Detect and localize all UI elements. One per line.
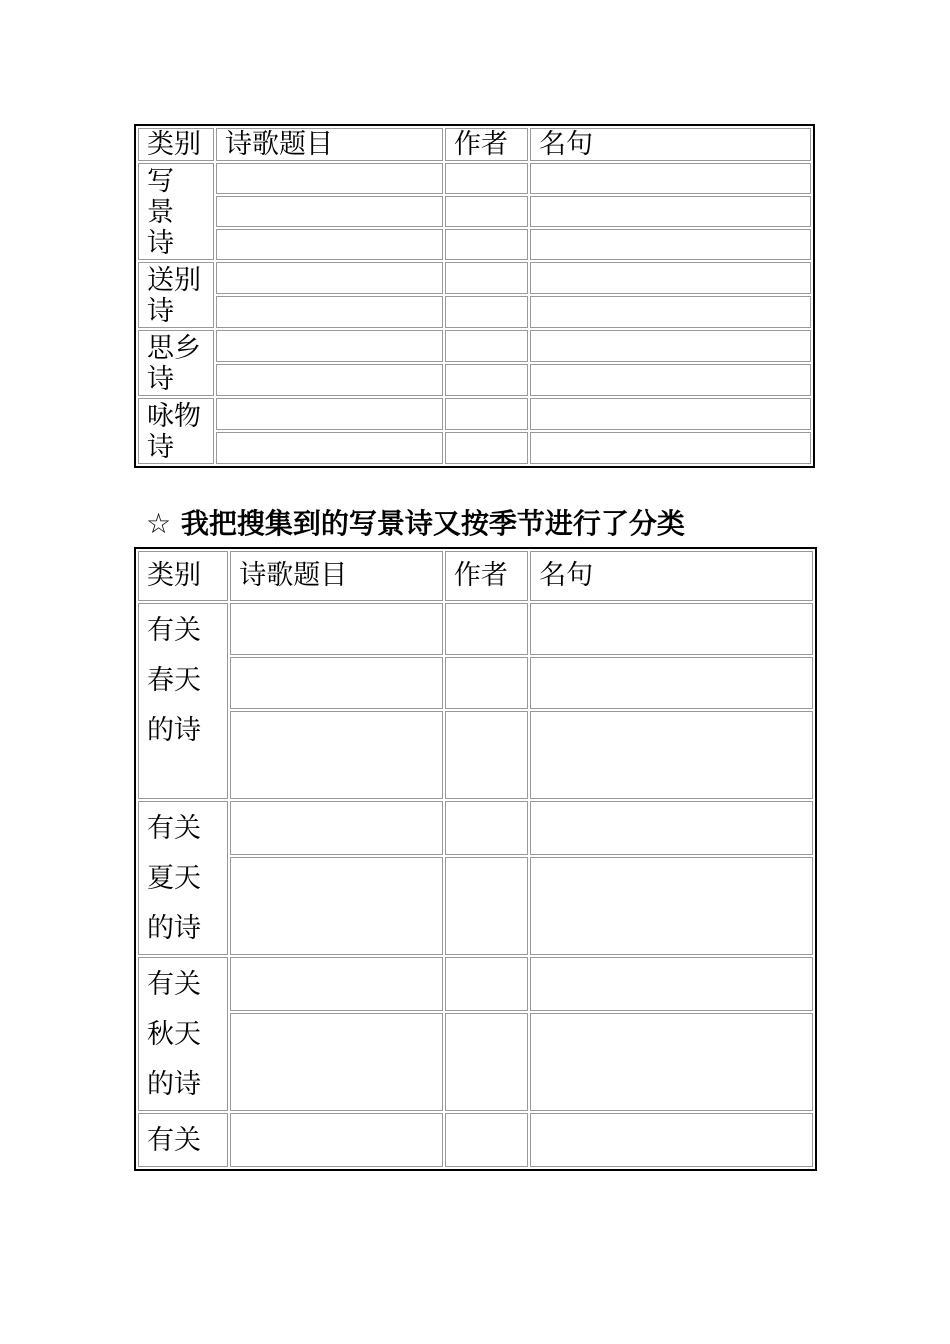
header-famous-line: 名句 bbox=[530, 128, 811, 161]
table-row bbox=[138, 196, 811, 227]
table-row bbox=[138, 1113, 813, 1167]
famous-line-cell[interactable] bbox=[530, 657, 813, 709]
table-row bbox=[138, 801, 813, 855]
famous-line-cell[interactable] bbox=[530, 163, 811, 194]
poem-category-table bbox=[134, 124, 815, 468]
famous-line-cell[interactable] bbox=[530, 801, 813, 855]
table-row bbox=[138, 957, 813, 1011]
header-author: 作者 bbox=[445, 551, 528, 601]
author-cell[interactable] bbox=[445, 857, 528, 955]
author-cell[interactable] bbox=[445, 657, 528, 709]
category-cell: 思乡诗 bbox=[138, 330, 214, 396]
author-cell[interactable] bbox=[445, 262, 528, 294]
famous-line-cell[interactable] bbox=[530, 296, 811, 328]
famous-line-cell[interactable] bbox=[530, 857, 813, 955]
author-cell[interactable] bbox=[445, 163, 528, 194]
table-row bbox=[138, 857, 813, 955]
famous-line-cell[interactable] bbox=[530, 364, 811, 396]
famous-line-cell[interactable] bbox=[530, 196, 811, 227]
famous-line-cell[interactable] bbox=[530, 432, 811, 464]
poem-title-cell[interactable] bbox=[216, 296, 443, 328]
category-cell: 咏物诗 bbox=[138, 398, 214, 464]
author-cell[interactable] bbox=[445, 398, 528, 430]
famous-line-cell[interactable] bbox=[530, 603, 813, 655]
category-cell: 有关夏天的诗 bbox=[138, 801, 228, 955]
category-cell: 有关秋天的诗 bbox=[138, 957, 228, 1111]
table-row bbox=[138, 330, 811, 362]
table-row bbox=[138, 364, 811, 396]
table-row bbox=[138, 1013, 813, 1111]
table-row bbox=[138, 711, 813, 799]
author-cell[interactable] bbox=[445, 364, 528, 396]
category-cell: 有关 bbox=[138, 1113, 228, 1167]
table-row bbox=[138, 262, 811, 294]
header-poem-title: 诗歌题目 bbox=[216, 128, 443, 161]
seasonal-poem-table bbox=[134, 547, 817, 1171]
category-cell: 送别诗 bbox=[138, 262, 214, 328]
author-cell[interactable] bbox=[445, 603, 528, 655]
poem-title-cell[interactable] bbox=[230, 657, 443, 709]
header-category: 类别 bbox=[138, 551, 228, 601]
famous-line-cell[interactable] bbox=[530, 229, 811, 260]
table-row bbox=[138, 432, 811, 464]
header-category: 类别 bbox=[138, 128, 214, 161]
author-cell[interactable] bbox=[445, 196, 528, 227]
author-cell[interactable] bbox=[445, 432, 528, 464]
poem-title-cell[interactable] bbox=[216, 432, 443, 464]
author-cell[interactable] bbox=[445, 296, 528, 328]
poem-title-cell[interactable] bbox=[216, 229, 443, 260]
author-cell[interactable] bbox=[445, 1113, 528, 1167]
author-cell[interactable] bbox=[445, 229, 528, 260]
famous-line-cell[interactable] bbox=[530, 262, 811, 294]
poem-title-cell[interactable] bbox=[216, 163, 443, 194]
poem-title-cell[interactable] bbox=[230, 1113, 443, 1167]
famous-line-cell[interactable] bbox=[530, 1013, 813, 1111]
header-row bbox=[138, 128, 811, 161]
famous-line-cell[interactable] bbox=[530, 1113, 813, 1167]
famous-line-cell[interactable] bbox=[530, 957, 813, 1011]
header-author: 作者 bbox=[445, 128, 528, 161]
poem-title-cell[interactable] bbox=[230, 1013, 443, 1111]
header-poem-title: 诗歌题目 bbox=[230, 551, 443, 601]
author-cell[interactable] bbox=[445, 801, 528, 855]
famous-line-cell[interactable] bbox=[530, 398, 811, 430]
author-cell[interactable] bbox=[445, 330, 528, 362]
author-cell[interactable] bbox=[445, 957, 528, 1011]
table-row bbox=[138, 398, 811, 430]
author-cell[interactable] bbox=[445, 711, 528, 799]
category-cell: 有关春天的诗 bbox=[138, 603, 228, 799]
poem-title-cell[interactable] bbox=[216, 364, 443, 396]
poem-title-cell[interactable] bbox=[230, 801, 443, 855]
header-row bbox=[138, 551, 813, 601]
poem-title-cell[interactable] bbox=[216, 330, 443, 362]
poem-title-cell[interactable] bbox=[216, 398, 443, 430]
category-cell: 写景诗 bbox=[138, 163, 214, 260]
poem-title-cell[interactable] bbox=[216, 196, 443, 227]
poem-title-cell[interactable] bbox=[216, 262, 443, 294]
famous-line-cell[interactable] bbox=[530, 330, 811, 362]
table-row bbox=[138, 229, 811, 260]
famous-line-cell[interactable] bbox=[530, 711, 813, 799]
table-row bbox=[138, 603, 813, 655]
poem-title-cell[interactable] bbox=[230, 603, 443, 655]
table-row bbox=[138, 163, 811, 194]
table-row bbox=[138, 296, 811, 328]
author-cell[interactable] bbox=[445, 1013, 528, 1111]
header-famous-line: 名句 bbox=[530, 551, 813, 601]
section-heading: ☆ 我把搜集到的写景诗又按季节进行了分类 bbox=[146, 507, 685, 540]
poem-title-cell[interactable] bbox=[230, 957, 443, 1011]
poem-title-cell[interactable] bbox=[230, 711, 443, 799]
poem-title-cell[interactable] bbox=[230, 857, 443, 955]
table-row bbox=[138, 657, 813, 709]
